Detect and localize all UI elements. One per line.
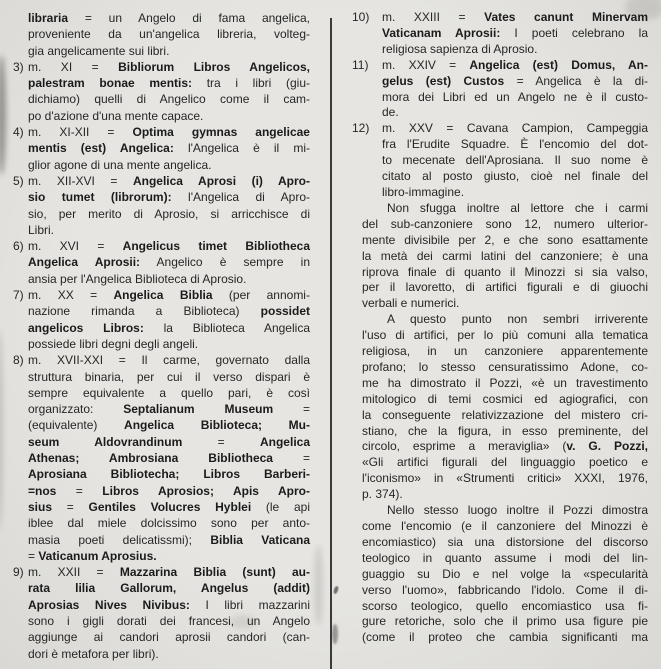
- text-line: seum Aldovrandinum = Angelica: [28, 434, 310, 449]
- text-line: organizzato: Septalianum Museum =: [28, 402, 310, 417]
- text-line: libraria = un Angelo di fama angelica,: [28, 11, 310, 25]
- text-line: mora dei Libri ed un Angelo ne è il custo-: [382, 89, 648, 104]
- text-line: l'uso di artifici, per lo più comuni alla tematica: [362, 328, 648, 343]
- text-line: m. XXV = Cavana Campion, Campeggia: [382, 121, 648, 136]
- list-item: [13, 173, 310, 238]
- text-line: dichiamo) quelli di Angelico come il cam-: [28, 92, 310, 107]
- text-line: Libri.: [28, 222, 55, 237]
- list-item: [13, 59, 310, 124]
- text-line: religiosa sapienza di Aprosio.: [382, 41, 538, 56]
- text-line: verbali e numerici.: [362, 296, 460, 311]
- text-line: riprova finale di quanto il Minozzi si sia valso,: [362, 264, 648, 279]
- text-line: religiosa, in un canzoniere apparentemente: [362, 344, 648, 359]
- text-line: m. XII-XVI = Angelica Aprosi (i) Apro-: [28, 173, 310, 188]
- item-number-marker: 6): [13, 239, 24, 254]
- text-line: stiano, che la figura, in esso preminente, del: [362, 423, 648, 438]
- text-line: m. XX = Angelica Biblia (per annomi-: [28, 288, 310, 303]
- text-line: Non sfugga inoltre al lettore che i carmi: [387, 200, 648, 215]
- text-line: m. XI-XII = Optima gymnas angelicae: [28, 125, 310, 140]
- text-line: gia angelicamente sui libri.: [28, 43, 170, 58]
- text-line: masia poeti delicatissmi); Biblia Vaticana: [28, 532, 310, 547]
- list-item: [352, 58, 648, 122]
- text-line: gelus (est) Custos = Angelica è la di-: [382, 73, 648, 88]
- text-line: to mecenate dell'Aprosiana. Il suo nome è: [382, 153, 648, 168]
- paragraph: [362, 503, 648, 646]
- text-line: per il lavoretto, di artifici figurali e di giuochi: [362, 280, 648, 295]
- text-line: guaggio su Dio e nel volge la «specularità: [362, 566, 648, 581]
- text-line: nazione rimanda a Biblioteca) possidet: [28, 304, 310, 319]
- column-divider-rule: [330, 18, 332, 669]
- text-line: A questo punto non sembri irriverente: [387, 312, 648, 327]
- text-line: encomiastico) sia una distorsione del discorso: [362, 534, 648, 549]
- scan-artifact: [333, 586, 339, 595]
- text-line: m. XXII = Mazzarina Biblia (sunt) au-: [28, 565, 310, 580]
- text-line: sio tumet (librorum): l'Angelica di Apro-: [28, 190, 310, 205]
- text-line: struttura binaria, per cui il verso dispari è: [28, 369, 310, 384]
- text-line: Angelica Aprosii: Angelico è sempre in: [28, 255, 310, 270]
- text-line: mente divisibile per 2, e che sono esattamente: [362, 232, 648, 247]
- text-line: gure retoriche, solo che il primo usa figure pie: [362, 614, 648, 629]
- list-item: [13, 352, 310, 564]
- text-line: m. XI = Bibliorum Libros Angelicos,: [28, 59, 310, 74]
- text-line: mentis (est) Angelica: l'Angelica è il mi-: [28, 141, 310, 156]
- text-line: la metà dei carmi latini del canzoniere; è una: [362, 248, 648, 263]
- text-line: =nos = Libros Aprosios; Apis Apro-: [28, 483, 310, 498]
- text-line: sio, per merito di Aprosio, si arricchisce di: [28, 206, 310, 221]
- text-line: angelicos Libros: la Biblioteca Angelica: [28, 320, 310, 335]
- text-line: (equivalente) Angelica Biblioteca; Mu-: [28, 418, 310, 433]
- text-line: Aprosiana Bibliotecha; Libros Barberi-: [28, 467, 310, 482]
- right-column: [352, 10, 648, 646]
- text-line: Athenas; Ambrosiana Bibliotheca =: [28, 451, 310, 466]
- text-line: possiede libri degni degli angeli.: [28, 336, 199, 351]
- paragraph: [362, 312, 648, 503]
- paragraph: [362, 201, 648, 312]
- text-line: de.: [382, 105, 399, 120]
- text-line: po d'azione d'una mente capace.: [28, 108, 204, 123]
- text-line: Aprosias Nives Nivibus: I libri mazzarini: [28, 597, 310, 612]
- scan-artifact: [332, 624, 338, 644]
- text-line: ansia per l'Angelica Biblioteca di Aprosio.: [28, 271, 247, 286]
- left-column: [13, 10, 310, 662]
- text-line: teologico in quanto assume i modi del lin-: [362, 550, 648, 565]
- text-line: come l'encomio (e il canzoniere del Minozzi è: [362, 519, 648, 533]
- text-line: m. XVI = Angelicus timet Bibliotheca: [28, 239, 310, 254]
- item-number-marker: 10): [352, 10, 370, 24]
- text-line: sius = Gentiles Volucres Hyblei (le api: [28, 499, 310, 514]
- scan-artifact: [0, 55, 6, 175]
- text-line: (come il proteo che cambia significanti ma: [362, 630, 648, 645]
- scan-artifact: [0, 330, 3, 530]
- text-line: sono i gigli dorati dei francesi, un Angelo: [28, 613, 310, 628]
- text-line: palestram bonae mentis: tra i libri (giu-: [28, 76, 311, 91]
- text-line: rata lilia Gallorum, Angelus (addit): [28, 581, 310, 596]
- text-line: la conseguente relativizzazione del mistero cri-: [362, 407, 648, 422]
- list-item: [13, 124, 310, 173]
- item-number-marker: 12): [352, 121, 370, 136]
- text-line: dori è metafora per libri).: [28, 646, 159, 661]
- list-item: [352, 10, 648, 58]
- text-line: m. XVII-XXI = Il carme, governato dalla: [28, 353, 310, 368]
- item-number-marker: 9): [13, 565, 24, 580]
- text-line: mitologico di temi cosmici ed agiografici, con: [362, 391, 648, 406]
- item-number-marker: 11): [352, 57, 369, 72]
- list-item: [13, 238, 310, 287]
- text-line: profano; lo stesso censuratissimo Adone, co-: [362, 359, 648, 374]
- list-item: [13, 10, 310, 59]
- text-line: = Vaticanum Aprosius.: [28, 548, 157, 563]
- text-line: proveniente da un'angelica libreria, volteg-: [28, 27, 310, 42]
- list-item: [13, 564, 310, 662]
- item-number-marker: 4): [13, 125, 24, 140]
- text-line: aggiunge ai candori aprosii candori (can-: [28, 630, 310, 645]
- item-number-marker: 7): [13, 288, 24, 303]
- text-line: verso l'uomo», fabbricando l'idolo. Come il di-: [362, 582, 648, 597]
- text-line: libro-immagine.: [382, 184, 465, 199]
- text-line: circolo, esprime a meraviglia» (v. G. Pozzi,: [362, 439, 648, 454]
- text-line: Nello stesso luogo inoltre il Pozzi dimostra: [387, 503, 648, 518]
- text-line: p. 374).: [362, 487, 403, 502]
- text-line: m. XXIV = Angelica (est) Domus, An-: [382, 57, 648, 72]
- text-line: citato al posto giusto, cioè nel finale del: [382, 169, 648, 184]
- text-line: glior agone di una mente angelica.: [28, 157, 212, 172]
- text-line: m. XXIII = Vates canunt Minervam: [382, 10, 648, 24]
- text-line: scorso teologico, quello encomiastico usa fi-: [362, 598, 648, 613]
- text-line: Vaticanam Aprosii: I poeti celebrano la: [382, 25, 648, 40]
- text-line: del sub-canzoniere sono 12, numero ulterior-: [362, 216, 648, 231]
- text-line: me ha dimostrato il Pozzi, «è un travestimento: [362, 375, 648, 390]
- scan-artifact: [314, 545, 323, 625]
- text-line: «Gli artifici figurali del linguaggio poetico e: [362, 455, 648, 470]
- item-number-marker: 3): [13, 59, 24, 74]
- text-line: iblee dal miele dolcissimo sono per anto-: [28, 516, 310, 531]
- text-line: fra l'Erudite Squadre. È l'encomio del dot-: [382, 137, 648, 152]
- list-item: [352, 121, 648, 201]
- item-number-marker: 5): [13, 173, 24, 188]
- text-line: l'iconismo» in «Strumenti critici» XXXI, 1976,: [362, 471, 648, 486]
- item-number-marker: 8): [13, 353, 24, 368]
- list-item: [13, 287, 310, 352]
- text-line: sempre equivalente a quello pari, è così: [28, 385, 310, 400]
